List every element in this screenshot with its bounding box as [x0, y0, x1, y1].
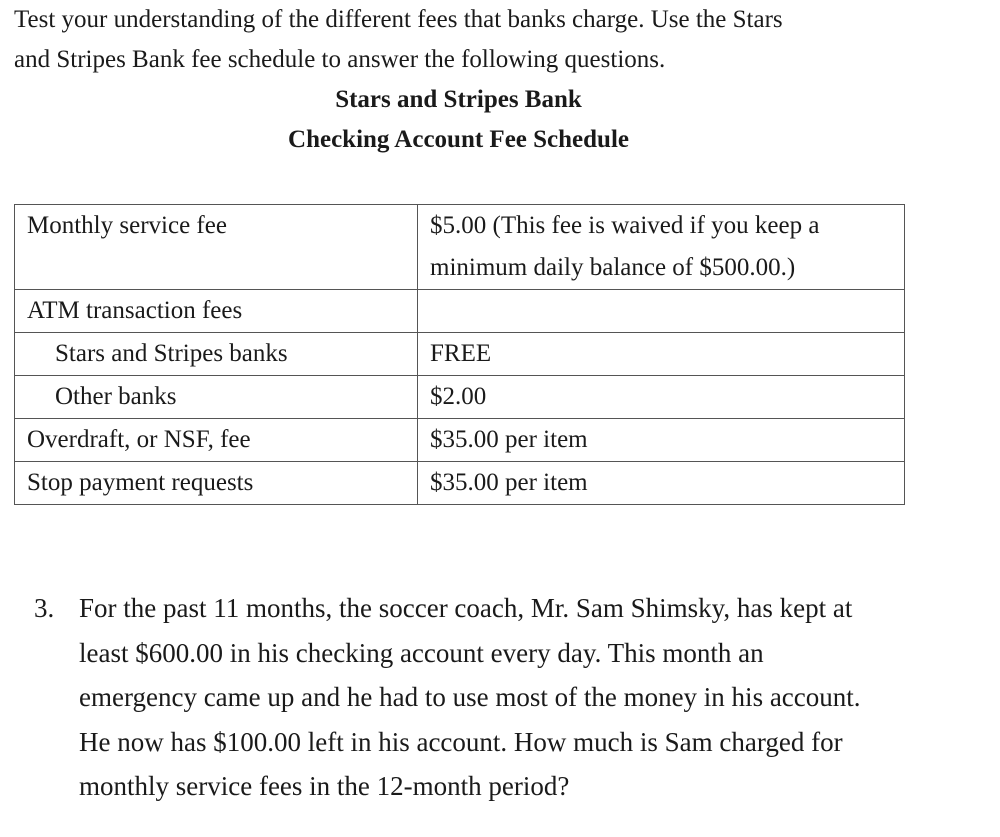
intro-line: and Stripes Bank fee schedule to answer the following questions. [14, 46, 666, 73]
fee-schedule-title [0, 80, 917, 160]
intro-paragraph [14, 0, 974, 80]
table-row [15, 376, 905, 419]
fee-label-cell: Stars and Stripes banks [15, 333, 418, 376]
intro-line: Test your understanding of the different fees that banks charge. Use the Stars [14, 6, 783, 33]
question-3 [34, 586, 974, 809]
fee-label-cell: Monthly service fee [15, 205, 418, 290]
table-row [15, 462, 905, 505]
question-line: monthly service fees in the 12-month period? [79, 771, 570, 801]
fee-label-cell: Overdraft, or NSF, fee [15, 419, 418, 462]
question-line: least $600.00 in his checking account every day. This month an [79, 637, 764, 668]
fee-value-line: minimum daily balance of $500.00.) [430, 254, 796, 281]
fee-value-cell [418, 290, 905, 333]
table-row [15, 205, 905, 290]
fee-value-cell [418, 205, 905, 290]
table-row [15, 333, 905, 376]
fee-value-cell: $35.00 per item [418, 419, 905, 462]
fee-label-cell: Other banks [15, 376, 418, 419]
question-line: For the past 11 months, the soccer coach, Mr. Sam Shimsky, has kept at [79, 593, 853, 623]
question-text [79, 586, 974, 809]
table-row [15, 419, 905, 462]
question-number: 3. [34, 593, 55, 623]
question-line: emergency came up and he had to use most of the money in his account. [79, 682, 861, 712]
schedule-name-heading: Checking Account Fee Schedule [288, 126, 629, 153]
fee-schedule-table [14, 204, 905, 505]
fee-value-cell: $2.00 [418, 376, 905, 419]
fee-label-cell: Stop payment requests [15, 462, 418, 505]
table-row [15, 290, 905, 333]
fee-value-line: $5.00 (This fee is waived if you keep a [430, 212, 820, 239]
fee-value-cell: $35.00 per item [418, 462, 905, 505]
fee-value-cell: FREE [418, 333, 905, 376]
question-line: He now has $100.00 left in his account. How much is Sam charged for [79, 726, 843, 757]
bank-name-heading: Stars and Stripes Bank [335, 86, 582, 113]
fee-label-cell: ATM transaction fees [15, 290, 418, 333]
